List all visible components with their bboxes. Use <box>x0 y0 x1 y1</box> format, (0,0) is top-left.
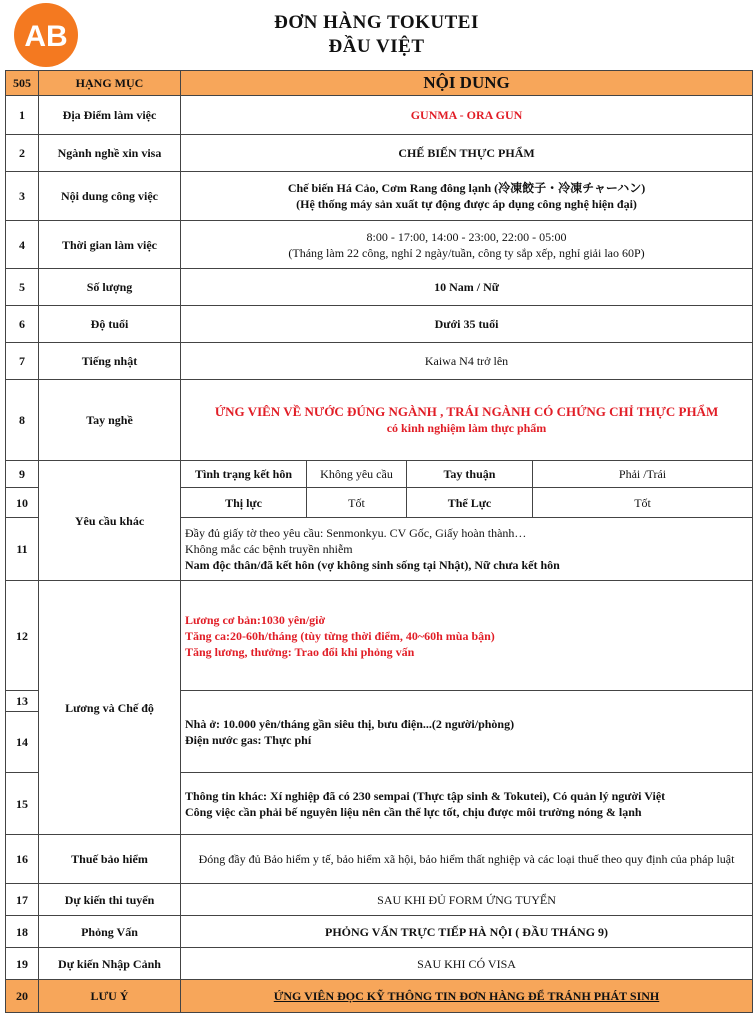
skill-line: có kinh nghiệm làm thực phẩm <box>386 421 547 435</box>
header-category: HẠNG MỤC <box>39 71 181 96</box>
row-number: 16 <box>6 835 39 884</box>
table-row <box>6 980 753 1013</box>
other-info-line: Công việc cần phải bế nguyên liệu nên cần thể lực tốt, chịu được môi trường nóng & lạnh <box>185 804 642 819</box>
fitness-value: Tốt <box>533 488 753 518</box>
table-row <box>6 916 753 948</box>
requirements-line: Đầy đủ giấy tờ theo yêu cầu: Senmonkyu. CV Gốc, Giấy hoàn thành… <box>185 526 527 540</box>
work-location-value: GUNMA - ORA GUN <box>181 96 753 135</box>
row-label: Độ tuổi <box>39 306 181 343</box>
table-row <box>6 135 753 172</box>
housing-detail <box>181 691 753 773</box>
marital-status-value: Không yêu cầu <box>307 461 407 488</box>
table-row <box>6 172 753 221</box>
interview-value: PHỎNG VẤN TRỰC TIẾP HÀ NỘI ( ĐẦU THÁNG 9) <box>181 916 753 948</box>
row-number: 11 <box>6 518 39 581</box>
quantity-value: 10 Nam / Nữ <box>181 269 753 306</box>
salary-benefits-label: Lương và Chế độ <box>39 581 181 835</box>
row-number: 3 <box>6 172 39 221</box>
salary-line: Tăng ca:20-60h/tháng (tùy từng thời điểm, 40~60h mùa bận) <box>185 628 495 643</box>
requirements-line: Nam độc thân/đã kết hôn (vợ không sinh sống tại Nhật), Nữ chưa kết hôn <box>185 558 560 572</box>
age-value: Dưới 35 tuổi <box>181 306 753 343</box>
table-row <box>6 221 753 269</box>
table-row <box>6 343 753 380</box>
other-info-detail <box>181 773 753 835</box>
eyesight-value: Tốt <box>307 488 407 518</box>
row-label: Nội dung công việc <box>39 172 181 221</box>
table-row <box>6 380 753 461</box>
row-number: 14 <box>6 712 39 773</box>
row-label: Ngành nghề xin visa <box>39 135 181 172</box>
logo-text: AB <box>24 20 68 53</box>
row-number: 4 <box>6 221 39 269</box>
salary-detail <box>181 581 753 691</box>
row-number: 7 <box>6 343 39 380</box>
handedness-label: Tay thuận <box>407 461 533 488</box>
row-label: Thuế bảo hiểm <box>39 835 181 884</box>
other-info-line: Thông tin khác: Xí nghiệp đã có 230 sempai (Thực tập sinh & Tokutei), Có quản lý người Việt <box>185 788 666 803</box>
fitness-label: Thể Lực <box>407 488 533 518</box>
table-row <box>6 306 753 343</box>
housing-line: Nhà ở: 10.000 yên/tháng gần siêu thị, bưu điện...(2 người/phòng) <box>185 716 515 731</box>
row-label: Phỏng Vấn <box>39 916 181 948</box>
salary-line: Tăng lương, thưởng: Trao đổi khi phỏng vấn <box>185 644 415 659</box>
row-label: LƯU Ý <box>39 980 181 1013</box>
row-number: 13 <box>6 691 39 712</box>
table-row <box>6 581 753 691</box>
row-label: Tay nghề <box>39 380 181 461</box>
row-number: 19 <box>6 948 39 980</box>
exam-plan-value: SAU KHI ĐỦ FORM ỨNG TUYỂN <box>181 884 753 916</box>
table-row <box>6 461 753 488</box>
row-label: Thời gian làm việc <box>39 221 181 269</box>
row-number: 1 <box>6 96 39 135</box>
header-num: 505 <box>6 71 39 96</box>
table-row <box>6 948 753 980</box>
header-content: NỘI DUNG <box>181 71 753 96</box>
japanese-level-value: Kaiwa N4 trở lên <box>181 343 753 380</box>
table-row <box>6 884 753 916</box>
row-label: Dự kiến thi tuyển <box>39 884 181 916</box>
work-time-line: (Tháng làm 22 công, nghỉ 2 ngày/tuần, công ty sắp xếp, nghỉ giải lao 60P) <box>288 245 645 260</box>
row-number: 8 <box>6 380 39 461</box>
entry-plan-value: SAU KHI CÓ VISA <box>181 948 753 980</box>
row-label: Dự kiến Nhập Cảnh <box>39 948 181 980</box>
table-row <box>6 835 753 884</box>
row-label: Số lượng <box>39 269 181 306</box>
row-number: 12 <box>6 581 39 691</box>
table-header-row <box>6 71 753 96</box>
requirements-line: Không mắc các bệnh truyền nhiễm <box>185 542 353 556</box>
tax-insurance-value: Đóng đầy đủ Bảo hiểm y tế, bảo hiểm xã hội, bảo hiểm thất nghiệp và các loại thuế theo quy định của pháp luật <box>181 835 753 884</box>
work-time-line: 8:00 - 17:00, 14:00 - 23:00, 22:00 - 05:00 <box>366 229 567 244</box>
row-number: 20 <box>6 980 39 1013</box>
job-content-line: (Hệ thống máy sản xuất tự động được áp dụng công nghệ hiện đại) <box>296 197 637 211</box>
row-number: 18 <box>6 916 39 948</box>
handedness-value: Phải /Trái <box>533 461 753 488</box>
table-row <box>6 96 753 135</box>
job-content-value <box>181 172 753 221</box>
row-number: 2 <box>6 135 39 172</box>
salary-line: Lương cơ bản:1030 yên/giờ <box>185 612 326 627</box>
skill-value <box>181 380 753 461</box>
order-table <box>5 70 753 1013</box>
note-value: ỨNG VIÊN ĐỌC KỸ THÔNG TIN ĐƠN HÀNG ĐỂ TRÁNH PHÁT SINH <box>181 980 753 1013</box>
row-number: 9 <box>6 461 39 488</box>
visa-field-value: CHẾ BIẾN THỰC PHẨM <box>181 135 753 172</box>
row-number: 5 <box>6 269 39 306</box>
page-subtitle: ĐẦU VIỆT <box>328 36 425 57</box>
eyesight-label: Thị lực <box>181 488 307 518</box>
housing-line: Điện nước gas: Thực phí <box>185 732 312 747</box>
page-title: ĐƠN HÀNG TOKUTEI <box>274 12 479 33</box>
marital-status-label: Tình trạng kết hôn <box>181 461 307 488</box>
row-number: 15 <box>6 773 39 835</box>
skill-line: ỨNG VIÊN VỀ NƯỚC ĐÚNG NGÀNH , TRÁI NGÀNH CÓ CHỨNG CHỈ THỰC PHẨM <box>214 404 719 419</box>
other-requirements-label: Yêu cầu khác <box>39 461 181 581</box>
work-time-value <box>181 221 753 269</box>
row-number: 10 <box>6 488 39 518</box>
row-number: 6 <box>6 306 39 343</box>
row-number: 17 <box>6 884 39 916</box>
table-row <box>6 269 753 306</box>
requirements-detail <box>181 518 753 581</box>
job-content-line: Chế biến Há Cảo, Cơm Rang đông lạnh (冷凍餃子・冷凍チャーハン) <box>287 181 646 195</box>
row-label: Địa Điểm làm việc <box>39 96 181 135</box>
row-label: Tiếng nhật <box>39 343 181 380</box>
